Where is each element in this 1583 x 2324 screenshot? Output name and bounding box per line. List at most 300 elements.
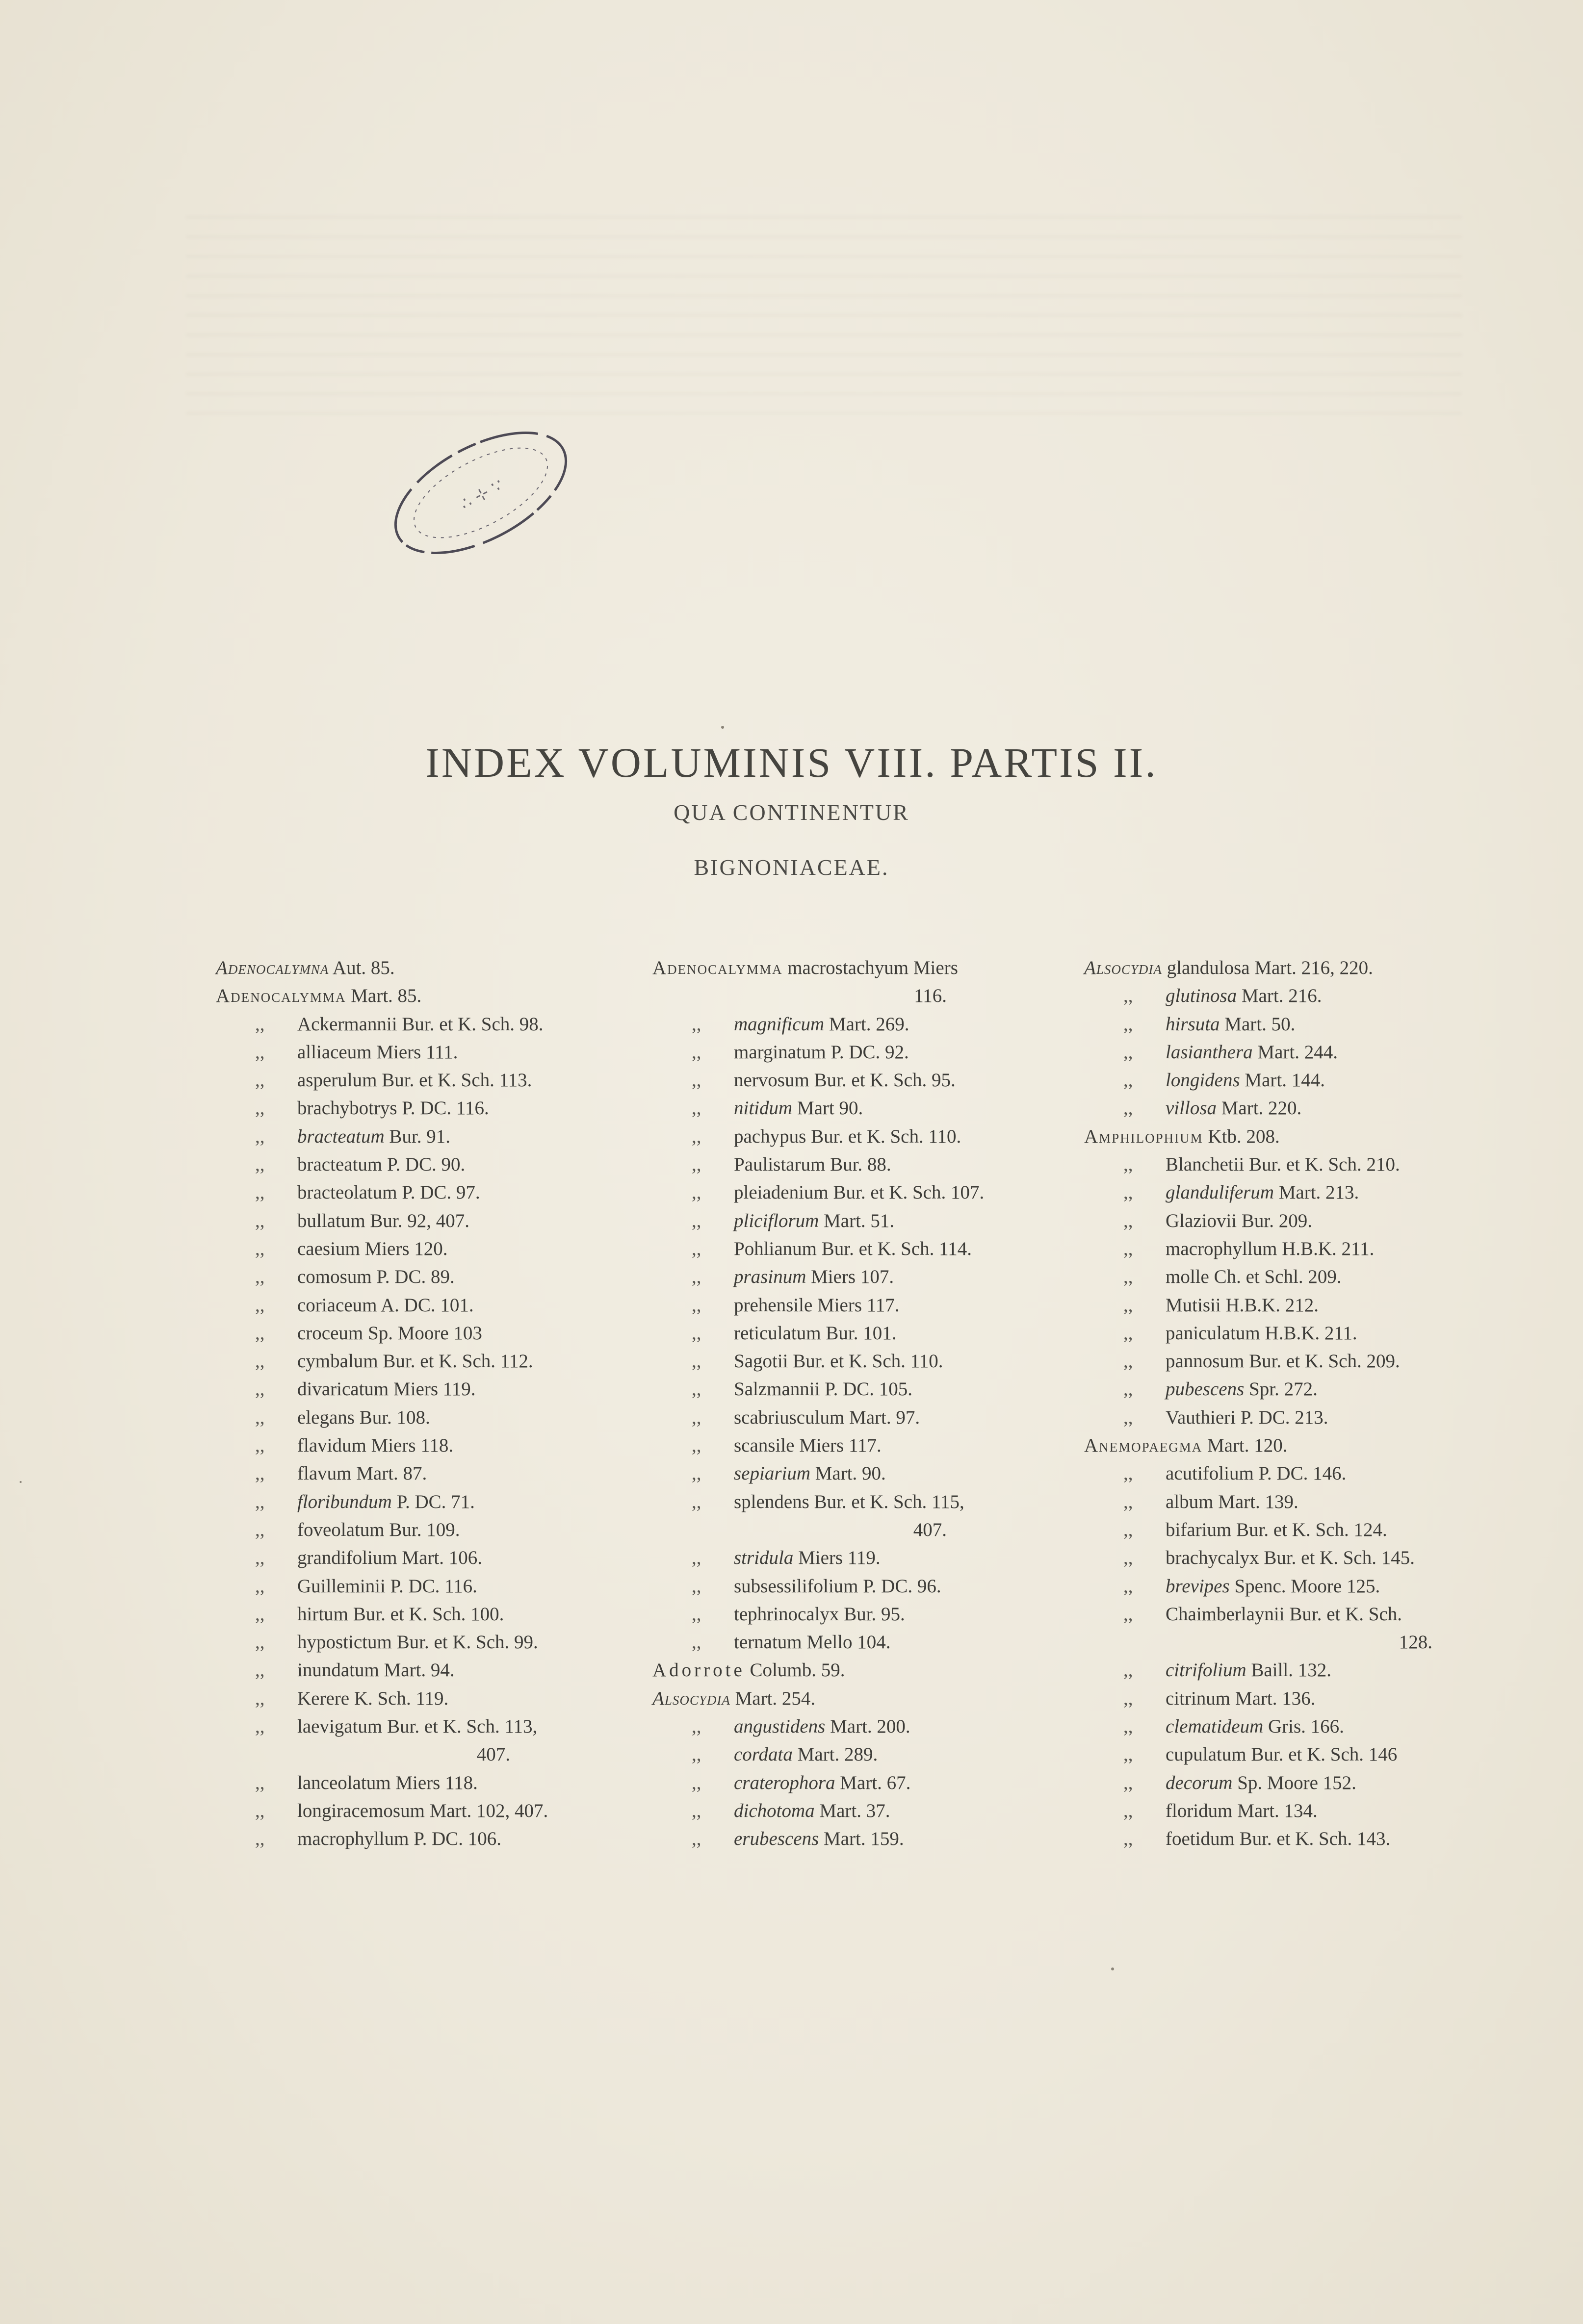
species-name: bifarium xyxy=(1166,1519,1232,1540)
species-name: lanceolatum xyxy=(297,1772,391,1793)
species-name: acutifolium xyxy=(1166,1463,1254,1484)
entry-reference: Miers 120. xyxy=(360,1238,448,1259)
species-name: bracteatum xyxy=(297,1154,383,1175)
index-entry xyxy=(652,1178,1045,1206)
index-entry xyxy=(1084,1207,1477,1235)
entry-reference: P. DC. 89. xyxy=(371,1266,455,1288)
species-name: dichotoma xyxy=(734,1800,815,1821)
entry-reference: Spenc. Moore 125. xyxy=(1229,1575,1380,1597)
index-entry xyxy=(216,1291,608,1319)
entry-reference: Miers 119. xyxy=(793,1547,881,1569)
ditto-mark: ,, xyxy=(255,1435,265,1456)
species-name: Vauthieri xyxy=(1166,1406,1236,1428)
ditto-mark: ,, xyxy=(692,1294,701,1316)
entry-reference: Mart. 220. xyxy=(1217,1098,1302,1119)
entry-reference: Mart. 244. xyxy=(1252,1041,1338,1063)
species-name: cupulatum xyxy=(1166,1744,1246,1765)
index-entry xyxy=(216,1712,608,1740)
genus-name: Alsocydia xyxy=(1084,957,1162,978)
entry-reference: Bur. et K. Sch. 114. xyxy=(817,1238,972,1259)
ditto-mark: ,, xyxy=(692,1463,701,1484)
index-entry xyxy=(216,1347,608,1375)
entry-reference: Mart. 94. xyxy=(379,1660,455,1681)
species-name: Sagotii xyxy=(734,1351,788,1372)
ditto-mark: ,, xyxy=(255,1406,265,1428)
entry-reference: Mart. 136. xyxy=(1230,1687,1316,1709)
index-entry xyxy=(1084,1797,1477,1825)
entry-reference: macrostachyum Miers xyxy=(782,957,958,978)
ditto-mark: ,, xyxy=(692,1154,701,1175)
species-name: coriaceum xyxy=(297,1294,377,1316)
species-name: croceum xyxy=(297,1322,363,1344)
ditto-mark: ,, xyxy=(255,1687,265,1709)
speck xyxy=(721,726,724,729)
speck xyxy=(20,1481,22,1483)
svg-text:∴ ⊹ ∵: ∴ ⊹ ∵ xyxy=(457,475,507,514)
ditto-mark: ,, xyxy=(255,1772,265,1793)
species-name: asperulum xyxy=(297,1070,377,1091)
entry-reference: Spr. 272. xyxy=(1244,1379,1318,1400)
species-name: Pohlianum xyxy=(734,1238,817,1259)
ditto-mark: ,, xyxy=(255,1547,265,1569)
species-name: bracteolatum xyxy=(297,1182,397,1203)
entry-reference: Bur. et K. Sch. 95. xyxy=(809,1070,956,1091)
entry-reference: Bur. et K. Sch. 99. xyxy=(391,1632,538,1653)
entry-reference: Bur. 91. xyxy=(384,1125,450,1147)
index-entry xyxy=(216,1123,608,1150)
index-entry xyxy=(216,954,608,982)
species-name: craterophora xyxy=(734,1772,835,1793)
ditto-mark: ,, xyxy=(1123,1575,1133,1597)
ditto-mark: ,, xyxy=(1123,985,1133,1007)
index-entry xyxy=(652,1516,1045,1544)
genus-name: Alsocydia xyxy=(652,1687,730,1709)
entry-reference: Gris. 166. xyxy=(1263,1716,1344,1737)
ditto-mark: ,, xyxy=(255,1379,265,1400)
index-entry xyxy=(652,1094,1045,1122)
ditto-mark: ,, xyxy=(692,1351,701,1372)
ditto-mark: ,, xyxy=(1123,1547,1133,1569)
index-entry xyxy=(652,1404,1045,1431)
page-title: INDEX VOLUMINIS VIII. PARTIS II. xyxy=(425,739,1158,786)
species-name: cordata xyxy=(734,1744,793,1765)
species-name: magnificum xyxy=(734,1013,825,1035)
entry-reference: Mart. 90. xyxy=(810,1463,886,1484)
entry-reference: K. Sch. 119. xyxy=(349,1687,449,1709)
ditto-mark: ,, xyxy=(255,1154,265,1175)
entry-reference: P. DC. 106. xyxy=(409,1828,501,1850)
entry-reference: Bur. et K. Sch. 210. xyxy=(1244,1154,1400,1175)
ditto-mark: ,, xyxy=(692,1210,701,1231)
ditto-mark: ,, xyxy=(255,1294,265,1316)
species-name: Ackermannii xyxy=(297,1013,397,1035)
index-entry xyxy=(652,1488,1045,1516)
ditto-mark: ,, xyxy=(692,1266,701,1288)
index-entry xyxy=(1084,1825,1477,1853)
entry-reference: Bur. 92, 407. xyxy=(365,1210,470,1231)
index-entry xyxy=(216,1431,608,1459)
species-name: floridum xyxy=(1166,1800,1233,1821)
species-name: citrinum xyxy=(1166,1687,1231,1709)
species-name: scabriusculum xyxy=(734,1406,845,1428)
entry-reference: Miers 118. xyxy=(390,1772,478,1793)
species-name: subsessilifolium xyxy=(734,1575,858,1597)
entry-reference: Bur. et K. Sch. xyxy=(1284,1603,1402,1625)
index-entry xyxy=(652,1150,1045,1178)
index-entry xyxy=(216,1769,608,1797)
index-entry xyxy=(1084,1712,1477,1740)
ditto-mark: ,, xyxy=(1123,1660,1133,1681)
entry-reference: Columb. 59. xyxy=(745,1660,845,1681)
ditto-mark: ,, xyxy=(1123,1238,1133,1259)
entry-reference: P. DC. 71. xyxy=(391,1491,475,1512)
species-name: Blanchetii xyxy=(1166,1154,1245,1175)
ditto-mark: ,, xyxy=(1123,1379,1133,1400)
ditto-mark: ,, xyxy=(255,1828,265,1850)
species-name: hypostictum xyxy=(297,1632,392,1653)
index-entry xyxy=(1084,1656,1477,1684)
entry-reference: P. DC. 213. xyxy=(1235,1406,1328,1428)
entry-reference: Bur. et K. Sch. 143. xyxy=(1234,1828,1391,1850)
species-name: foveolatum xyxy=(297,1519,385,1540)
species-name: hirtum xyxy=(297,1603,348,1625)
genus-name: Adenocalymna xyxy=(216,957,329,978)
entry-reference: P. DC. 116. xyxy=(385,1575,477,1597)
species-name: longidens xyxy=(1166,1070,1240,1091)
entry-reference: H.B.K. 212. xyxy=(1220,1294,1319,1316)
ditto-mark: ,, xyxy=(255,1716,265,1737)
ditto-mark: ,, xyxy=(692,1716,701,1737)
species-name: elegans xyxy=(297,1406,355,1428)
ditto-mark: ,, xyxy=(1123,1603,1133,1625)
entry-reference: Bur. et K. Sch. 100. xyxy=(348,1603,504,1625)
species-name: citrifolium xyxy=(1166,1660,1246,1681)
entry-reference: P. DC. 116. xyxy=(397,1098,489,1119)
index-entry xyxy=(216,1600,608,1628)
index-entry xyxy=(652,1712,1045,1740)
species-name: erubescens xyxy=(734,1828,819,1850)
ditto-mark: ,, xyxy=(1123,1070,1133,1091)
entry-reference: Sp. Moore 103 xyxy=(363,1322,482,1344)
entry-reference: Mart. 87. xyxy=(351,1463,427,1484)
ditto-mark: ,, xyxy=(1123,1687,1133,1709)
entry-reference: Mart. 213. xyxy=(1274,1182,1359,1203)
ditto-mark: ,, xyxy=(255,1632,265,1653)
entry-reference: Bur. et K. Sch. 113, xyxy=(382,1716,538,1737)
entry-reference: Mart. 67. xyxy=(835,1772,911,1793)
genus-name: Adorrote xyxy=(652,1660,745,1681)
ditto-mark: ,, xyxy=(1123,1098,1133,1119)
index-entry xyxy=(216,1740,608,1768)
ditto-mark: ,, xyxy=(255,1603,265,1625)
index-entry xyxy=(1084,1572,1477,1600)
ditto-mark: ,, xyxy=(1123,1294,1133,1316)
index-entry xyxy=(652,1263,1045,1291)
entry-reference: Bur. 209. xyxy=(1237,1210,1312,1231)
entry-reference: P. DC. 97. xyxy=(397,1182,480,1203)
entry-reference: P. DC. 92. xyxy=(826,1041,909,1063)
ditto-mark: ,, xyxy=(255,1491,265,1512)
entry-reference: Aut. 85. xyxy=(329,957,395,978)
ditto-mark: ,, xyxy=(692,1632,701,1653)
index-entry xyxy=(1084,1375,1477,1403)
ditto-mark: ,, xyxy=(1123,1154,1133,1175)
entry-reference: Mart. 144. xyxy=(1240,1070,1325,1091)
entry-reference: Bur. et K. Sch. 145. xyxy=(1259,1547,1415,1569)
species-name: ternatum xyxy=(734,1632,802,1653)
index-column-1 xyxy=(216,954,608,1853)
entry-reference: Mart 90. xyxy=(792,1098,863,1119)
index-entry xyxy=(652,1431,1045,1459)
entry-reference: Ch. et Schl. 209. xyxy=(1209,1266,1342,1288)
ditto-mark: ,, xyxy=(255,1660,265,1681)
species-name: pubescens xyxy=(1166,1379,1245,1400)
index-entry xyxy=(652,1797,1045,1825)
ditto-mark: ,, xyxy=(692,1125,701,1147)
genus-name: Amphilophium xyxy=(1084,1125,1203,1147)
ditto-mark: ,, xyxy=(255,1098,265,1119)
index-entry xyxy=(652,1123,1045,1150)
entry-continuation: 407. xyxy=(913,1519,947,1540)
species-name: Guilleminii xyxy=(297,1575,386,1597)
species-name: pachypus xyxy=(734,1125,806,1147)
entry-reference: Bur. 109. xyxy=(384,1519,460,1540)
ditto-mark: ,, xyxy=(1123,1351,1133,1372)
ditto-mark: ,, xyxy=(692,1772,701,1793)
species-name: pleiadenium xyxy=(734,1182,829,1203)
entry-reference: P. DC. 96. xyxy=(858,1575,941,1597)
entry-reference: Bur. 108. xyxy=(354,1406,430,1428)
index-entry xyxy=(216,1459,608,1487)
ditto-mark: ,, xyxy=(255,1322,265,1344)
index-entry xyxy=(652,1038,1045,1066)
index-entry xyxy=(1084,1685,1477,1712)
species-name: reticulatum xyxy=(734,1322,821,1344)
species-name: tephrinocalyx xyxy=(734,1603,839,1625)
species-name: marginatum xyxy=(734,1041,826,1063)
entry-reference: Miers 117. xyxy=(812,1294,900,1316)
species-name: divaricatum xyxy=(297,1379,389,1400)
entry-reference: Bur. et K. Sch. 124. xyxy=(1231,1519,1387,1540)
index-entry xyxy=(652,1375,1045,1403)
species-name: Glaziovii xyxy=(1166,1210,1237,1231)
entry-reference: Mart. 37. xyxy=(814,1800,890,1821)
index-entry xyxy=(1084,1347,1477,1375)
species-name: Paulistarum xyxy=(734,1154,826,1175)
species-name: brachycalyx xyxy=(1166,1547,1259,1569)
index-column-3 xyxy=(1084,954,1477,1853)
index-entry xyxy=(1084,1094,1477,1122)
subtitle: QUA CONTINENTUR xyxy=(674,800,909,825)
entry-reference: Mart. 216. xyxy=(1237,985,1322,1007)
entry-reference: Miers 119. xyxy=(389,1379,476,1400)
genus-name: Anemopaegma xyxy=(1084,1435,1203,1456)
index-entry xyxy=(652,1291,1045,1319)
ditto-mark: ,, xyxy=(1123,1772,1133,1793)
species-name: laevigatum xyxy=(297,1716,383,1737)
index-entry xyxy=(216,1404,608,1431)
index-entry xyxy=(216,1516,608,1544)
index-entry xyxy=(1084,1319,1477,1347)
species-name: lasianthera xyxy=(1166,1041,1253,1063)
index-entry xyxy=(1084,1150,1477,1178)
index-entry xyxy=(652,1319,1045,1347)
index-entry xyxy=(216,1010,608,1038)
entry-reference: Mart. 200. xyxy=(825,1716,910,1737)
species-name: glutinosa xyxy=(1166,985,1237,1007)
ditto-mark: ,, xyxy=(255,1351,265,1372)
ditto-mark: ,, xyxy=(255,1125,265,1147)
species-name: grandifolium xyxy=(297,1547,397,1569)
ditto-mark: ,, xyxy=(692,1800,701,1821)
species-name: bracteatum xyxy=(297,1125,385,1147)
index-entry xyxy=(1084,1544,1477,1572)
ditto-mark: ,, xyxy=(692,1435,701,1456)
species-name: angustidens xyxy=(734,1716,826,1737)
index-entry xyxy=(1084,1769,1477,1797)
index-entry xyxy=(1084,1123,1477,1150)
entry-reference: H.B.K. 211. xyxy=(1260,1322,1357,1344)
index-entry xyxy=(652,1769,1045,1797)
ditto-mark: ,, xyxy=(692,1744,701,1765)
index-entry xyxy=(216,1825,608,1853)
species-name: foetidum xyxy=(1166,1828,1235,1850)
ditto-mark: ,, xyxy=(255,1238,265,1259)
index-entry xyxy=(1084,1740,1477,1768)
index-entry xyxy=(216,1628,608,1656)
ditto-mark: ,, xyxy=(692,1238,701,1259)
ditto-mark: ,, xyxy=(255,1575,265,1597)
entry-reference: A. DC. 101. xyxy=(377,1294,474,1316)
species-name: brachybotrys xyxy=(297,1098,397,1119)
ditto-mark: ,, xyxy=(692,1041,701,1063)
species-name: paniculatum xyxy=(1166,1322,1260,1344)
species-name: decorum xyxy=(1166,1772,1233,1793)
ditto-mark: ,, xyxy=(255,1041,265,1063)
entry-reference: Bur. et K. Sch. 98. xyxy=(397,1013,544,1035)
ditto-mark: ,, xyxy=(692,1379,701,1400)
index-entry xyxy=(216,1685,608,1712)
entry-reference: Bur. et K. Sch. 110. xyxy=(806,1125,961,1147)
species-name: nitidum xyxy=(734,1098,793,1119)
entry-reference: H.B.K. 211. xyxy=(1277,1238,1375,1259)
entry-reference: Bur. 95. xyxy=(839,1603,905,1625)
index-entry xyxy=(1084,1488,1477,1516)
ditto-mark: ,, xyxy=(1123,1322,1133,1344)
entry-reference: Mello 104. xyxy=(802,1632,891,1653)
ditto-mark: ,, xyxy=(1123,1406,1133,1428)
index-entry xyxy=(1084,1600,1477,1628)
species-name: Mutisii xyxy=(1166,1294,1221,1316)
index-entry xyxy=(652,1600,1045,1628)
index-entry xyxy=(216,1544,608,1572)
entry-continuation: 128. xyxy=(1399,1632,1432,1653)
ditto-mark: ,, xyxy=(692,1547,701,1569)
entry-reference: Mart. 289. xyxy=(792,1744,878,1765)
ditto-mark: ,, xyxy=(1123,1744,1133,1765)
species-name: Chaimberlaynii xyxy=(1166,1603,1285,1625)
index-entry xyxy=(652,1740,1045,1768)
index-entry xyxy=(652,1825,1045,1853)
entry-reference: Mart. 50. xyxy=(1220,1013,1296,1035)
species-name: cymbalum xyxy=(297,1351,378,1372)
index-entry xyxy=(652,1207,1045,1235)
entry-reference: Bur. et K. Sch. 110. xyxy=(788,1351,943,1372)
entry-reference: Mart. 134. xyxy=(1232,1800,1318,1821)
ditto-mark: ,, xyxy=(1123,1800,1133,1821)
speck xyxy=(1111,1967,1114,1970)
entry-reference: Miers 111. xyxy=(371,1041,458,1063)
species-name: alliaceum xyxy=(297,1041,372,1063)
entry-reference: Bur. et K. Sch. 146 xyxy=(1246,1744,1398,1765)
ditto-mark: ,, xyxy=(1123,1041,1133,1063)
entry-continuation: 116. xyxy=(914,985,947,1007)
entry-reference: Miers 118. xyxy=(366,1435,454,1456)
index-entry xyxy=(216,1066,608,1094)
species-name: Kerere xyxy=(297,1687,350,1709)
index-entry xyxy=(652,1628,1045,1656)
ditto-mark: ,, xyxy=(692,1013,701,1035)
ditto-mark: ,, xyxy=(1123,1463,1133,1484)
index-entry xyxy=(216,1488,608,1516)
species-name: macrophyllum xyxy=(1166,1238,1277,1259)
ditto-mark: ,, xyxy=(1123,1828,1133,1850)
entry-reference: Mart. 85. xyxy=(346,985,422,1007)
index-entry xyxy=(652,1066,1045,1094)
index-entry xyxy=(216,1150,608,1178)
species-name: album xyxy=(1166,1491,1214,1512)
index-entry xyxy=(216,1319,608,1347)
index-entry xyxy=(1084,1404,1477,1431)
species-name: brevipes xyxy=(1166,1575,1230,1597)
index-entry xyxy=(652,1685,1045,1712)
index-entry xyxy=(652,954,1045,982)
species-name: sepiarium xyxy=(734,1463,810,1484)
species-name: splendens xyxy=(734,1491,809,1512)
entry-reference: Mart. 51. xyxy=(819,1210,895,1231)
index-entry xyxy=(652,1459,1045,1487)
species-name: scansile xyxy=(734,1435,795,1456)
ditto-mark: ,, xyxy=(1123,1210,1133,1231)
genus-name: Adenocalymma xyxy=(216,985,346,1007)
species-name: longiracemosum xyxy=(297,1800,425,1821)
index-entry xyxy=(216,1094,608,1122)
entry-reference: P. DC. 90. xyxy=(382,1154,466,1175)
ditto-mark: ,, xyxy=(1123,1716,1133,1737)
ditto-mark: ,, xyxy=(255,1266,265,1288)
entry-reference: Bur. et K. Sch. 107. xyxy=(828,1182,985,1203)
entry-reference: Bur. et K. Sch. 115, xyxy=(809,1491,964,1512)
entry-reference: Mart. 159. xyxy=(819,1828,904,1850)
entry-reference: Ktb. 208. xyxy=(1203,1125,1280,1147)
index-entry xyxy=(1084,1291,1477,1319)
entry-reference: Mart. 269. xyxy=(824,1013,909,1035)
species-name: prasinum xyxy=(734,1266,806,1288)
ditto-mark: ,, xyxy=(692,1828,701,1850)
index-entry xyxy=(1084,1263,1477,1291)
entry-reference: Mart. 254. xyxy=(730,1687,816,1709)
species-name: clematideum xyxy=(1166,1716,1264,1737)
ditto-mark: ,, xyxy=(692,1491,701,1512)
family-name: BIGNONIACEAE. xyxy=(694,855,889,880)
library-stamp xyxy=(378,427,584,559)
index-entry xyxy=(216,1263,608,1291)
entry-reference: Miers 107. xyxy=(806,1266,894,1288)
ditto-mark: ,, xyxy=(692,1322,701,1344)
index-entry xyxy=(1084,1431,1477,1459)
species-name: flavidum xyxy=(297,1435,366,1456)
entry-reference: Bur. et K. Sch. 112. xyxy=(378,1351,533,1372)
